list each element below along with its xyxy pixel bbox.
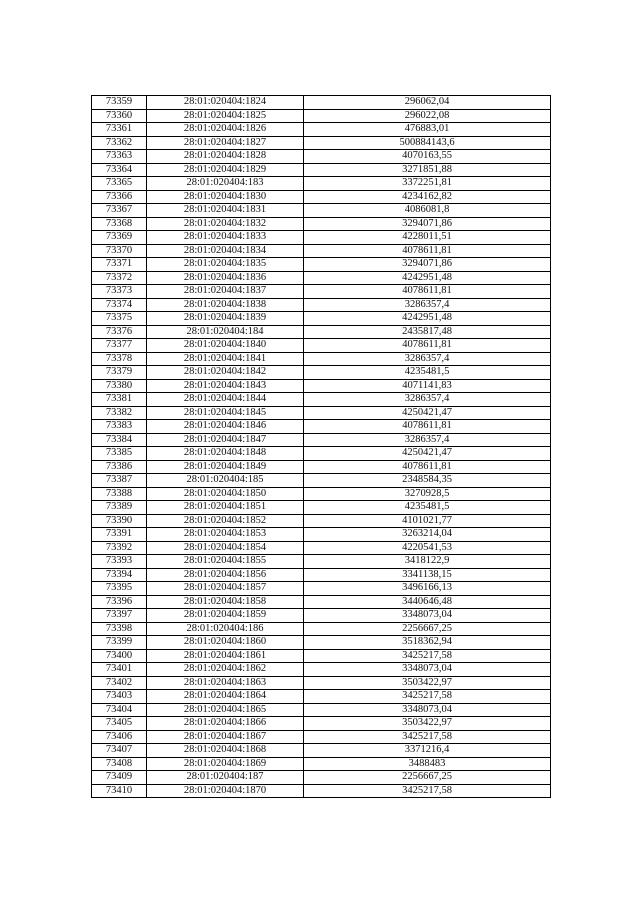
row-number-cell: 73361 bbox=[92, 123, 147, 137]
row-number-cell: 73380 bbox=[92, 379, 147, 393]
value-cell: 3286357,4 bbox=[304, 352, 551, 366]
value-cell: 3488483 bbox=[304, 757, 551, 771]
table-row bbox=[92, 717, 551, 731]
cadastral-number-cell: 28:01:020404:1835 bbox=[147, 258, 304, 272]
row-number-cell: 73377 bbox=[92, 339, 147, 353]
cadastral-number-cell: 28:01:020404:1844 bbox=[147, 393, 304, 407]
value-cell: 3503422,97 bbox=[304, 717, 551, 731]
value-cell: 3425217,58 bbox=[304, 649, 551, 663]
row-number-cell: 73391 bbox=[92, 528, 147, 542]
cadastral-number-cell: 28:01:020404:1837 bbox=[147, 285, 304, 299]
cadastral-number-cell: 28:01:020404:1828 bbox=[147, 150, 304, 164]
row-number-cell: 73384 bbox=[92, 433, 147, 447]
table-row bbox=[92, 771, 551, 785]
cadastral-number-cell: 28:01:020404:1866 bbox=[147, 717, 304, 731]
value-cell: 4242951,48 bbox=[304, 312, 551, 326]
cadastral-number-cell: 28:01:020404:1824 bbox=[147, 96, 304, 110]
value-cell: 4234162,82 bbox=[304, 190, 551, 204]
cadastral-number-cell: 28:01:020404:1845 bbox=[147, 406, 304, 420]
cadastral-number-cell: 28:01:020404:1865 bbox=[147, 703, 304, 717]
cadastral-number-cell: 28:01:020404:183 bbox=[147, 177, 304, 191]
value-cell: 3263214,04 bbox=[304, 528, 551, 542]
value-cell: 3348073,04 bbox=[304, 703, 551, 717]
cadastral-number-cell: 28:01:020404:1825 bbox=[147, 109, 304, 123]
cadastral-number-cell: 28:01:020404:1829 bbox=[147, 163, 304, 177]
value-cell: 4250421,47 bbox=[304, 447, 551, 461]
value-cell: 4078611,81 bbox=[304, 460, 551, 474]
cadastral-number-cell: 28:01:020404:1833 bbox=[147, 231, 304, 245]
value-cell: 3518362,94 bbox=[304, 636, 551, 650]
value-cell: 3372251,81 bbox=[304, 177, 551, 191]
cadastral-number-cell: 28:01:020404:1827 bbox=[147, 136, 304, 150]
row-number-cell: 73397 bbox=[92, 609, 147, 623]
table-row bbox=[92, 393, 551, 407]
table-row bbox=[92, 244, 551, 258]
cadastral-number-cell: 28:01:020404:1854 bbox=[147, 541, 304, 555]
row-number-cell: 73368 bbox=[92, 217, 147, 231]
table-row bbox=[92, 312, 551, 326]
cadastral-number-cell: 28:01:020404:1842 bbox=[147, 366, 304, 380]
row-number-cell: 73379 bbox=[92, 366, 147, 380]
cadastral-number-cell: 28:01:020404:187 bbox=[147, 771, 304, 785]
table-row bbox=[92, 730, 551, 744]
value-cell: 3503422,97 bbox=[304, 676, 551, 690]
cadastral-number-cell: 28:01:020404:1870 bbox=[147, 784, 304, 798]
row-number-cell: 73389 bbox=[92, 501, 147, 515]
cadastral-number-cell: 28:01:020404:1856 bbox=[147, 568, 304, 582]
table-row bbox=[92, 757, 551, 771]
value-cell: 2348584,35 bbox=[304, 474, 551, 488]
row-number-cell: 73360 bbox=[92, 109, 147, 123]
cadastral-number-cell: 28:01:020404:1834 bbox=[147, 244, 304, 258]
value-cell: 3348073,04 bbox=[304, 663, 551, 677]
row-number-cell: 73374 bbox=[92, 298, 147, 312]
table-row bbox=[92, 474, 551, 488]
value-cell: 2256667,25 bbox=[304, 622, 551, 636]
row-number-cell: 73362 bbox=[92, 136, 147, 150]
cadastral-number-cell: 28:01:020404:1857 bbox=[147, 582, 304, 596]
value-cell: 4250421,47 bbox=[304, 406, 551, 420]
row-number-cell: 73402 bbox=[92, 676, 147, 690]
table-row bbox=[92, 649, 551, 663]
value-cell: 4070163,55 bbox=[304, 150, 551, 164]
row-number-cell: 73370 bbox=[92, 244, 147, 258]
row-number-cell: 73405 bbox=[92, 717, 147, 731]
row-number-cell: 73363 bbox=[92, 150, 147, 164]
value-cell: 3496166,13 bbox=[304, 582, 551, 596]
table-row bbox=[92, 190, 551, 204]
cadastral-number-cell: 28:01:020404:1864 bbox=[147, 690, 304, 704]
cadastral-number-cell: 28:01:020404:1852 bbox=[147, 514, 304, 528]
cadastral-number-cell: 28:01:020404:1846 bbox=[147, 420, 304, 434]
row-number-cell: 73406 bbox=[92, 730, 147, 744]
value-cell: 296062,04 bbox=[304, 96, 551, 110]
row-number-cell: 73386 bbox=[92, 460, 147, 474]
cadastral-number-cell: 28:01:020404:1858 bbox=[147, 595, 304, 609]
table-row bbox=[92, 690, 551, 704]
cadastral-number-cell: 28:01:020404:1836 bbox=[147, 271, 304, 285]
table-row bbox=[92, 420, 551, 434]
row-number-cell: 73372 bbox=[92, 271, 147, 285]
table-row bbox=[92, 406, 551, 420]
row-number-cell: 73390 bbox=[92, 514, 147, 528]
row-number-cell: 73366 bbox=[92, 190, 147, 204]
table-row bbox=[92, 258, 551, 272]
table-row bbox=[92, 460, 551, 474]
cadastral-number-cell: 28:01:020404:1850 bbox=[147, 487, 304, 501]
value-cell: 3341138,15 bbox=[304, 568, 551, 582]
cadastral-number-cell: 28:01:020404:1851 bbox=[147, 501, 304, 515]
value-cell: 4101021,77 bbox=[304, 514, 551, 528]
row-number-cell: 73407 bbox=[92, 744, 147, 758]
cadastral-number-cell: 28:01:020404:1859 bbox=[147, 609, 304, 623]
value-cell: 3440646,48 bbox=[304, 595, 551, 609]
row-number-cell: 73367 bbox=[92, 204, 147, 218]
row-number-cell: 73388 bbox=[92, 487, 147, 501]
value-cell: 4071141,83 bbox=[304, 379, 551, 393]
table-row bbox=[92, 541, 551, 555]
value-cell: 500884143,6 bbox=[304, 136, 551, 150]
cadastral-number-cell: 28:01:020404:1849 bbox=[147, 460, 304, 474]
table-row bbox=[92, 366, 551, 380]
value-cell: 4242951,48 bbox=[304, 271, 551, 285]
row-number-cell: 73403 bbox=[92, 690, 147, 704]
value-cell: 296022,08 bbox=[304, 109, 551, 123]
cadastral-number-cell: 28:01:020404:1832 bbox=[147, 217, 304, 231]
cadastral-number-cell: 28:01:020404:1869 bbox=[147, 757, 304, 771]
table-row bbox=[92, 217, 551, 231]
value-cell: 3286357,4 bbox=[304, 393, 551, 407]
cadastral-number-cell: 28:01:020404:1848 bbox=[147, 447, 304, 461]
row-number-cell: 73387 bbox=[92, 474, 147, 488]
cadastral-number-cell: 28:01:020404:1867 bbox=[147, 730, 304, 744]
value-cell: 4078611,81 bbox=[304, 339, 551, 353]
value-cell: 4078611,81 bbox=[304, 420, 551, 434]
cadastral-number-cell: 28:01:020404:1826 bbox=[147, 123, 304, 137]
value-cell: 3425217,58 bbox=[304, 784, 551, 798]
cadastral-value-table bbox=[91, 95, 551, 798]
row-number-cell: 73365 bbox=[92, 177, 147, 191]
row-number-cell: 73378 bbox=[92, 352, 147, 366]
table-row bbox=[92, 271, 551, 285]
value-cell: 3418122,9 bbox=[304, 555, 551, 569]
table-row bbox=[92, 703, 551, 717]
row-number-cell: 73394 bbox=[92, 568, 147, 582]
table-row bbox=[92, 123, 551, 137]
row-number-cell: 73381 bbox=[92, 393, 147, 407]
row-number-cell: 73401 bbox=[92, 663, 147, 677]
value-cell: 3286357,4 bbox=[304, 298, 551, 312]
table-row bbox=[92, 744, 551, 758]
table-row bbox=[92, 595, 551, 609]
table-row bbox=[92, 285, 551, 299]
row-number-cell: 73399 bbox=[92, 636, 147, 650]
row-number-cell: 73395 bbox=[92, 582, 147, 596]
value-cell: 4235481,5 bbox=[304, 366, 551, 380]
value-cell: 3294071,86 bbox=[304, 258, 551, 272]
table-row bbox=[92, 150, 551, 164]
row-number-cell: 73373 bbox=[92, 285, 147, 299]
table-row bbox=[92, 582, 551, 596]
value-cell: 3371216,4 bbox=[304, 744, 551, 758]
table-row bbox=[92, 622, 551, 636]
row-number-cell: 73371 bbox=[92, 258, 147, 272]
row-number-cell: 73400 bbox=[92, 649, 147, 663]
table-row bbox=[92, 325, 551, 339]
table-body bbox=[92, 96, 551, 798]
row-number-cell: 73404 bbox=[92, 703, 147, 717]
row-number-cell: 73383 bbox=[92, 420, 147, 434]
cadastral-number-cell: 28:01:020404:1847 bbox=[147, 433, 304, 447]
row-number-cell: 73375 bbox=[92, 312, 147, 326]
table-row bbox=[92, 555, 551, 569]
table-row bbox=[92, 379, 551, 393]
table-row bbox=[92, 298, 551, 312]
table-row bbox=[92, 663, 551, 677]
cadastral-number-cell: 28:01:020404:1838 bbox=[147, 298, 304, 312]
cadastral-number-cell: 28:01:020404:1830 bbox=[147, 190, 304, 204]
value-cell: 4086081,8 bbox=[304, 204, 551, 218]
table-row bbox=[92, 352, 551, 366]
table-row bbox=[92, 136, 551, 150]
row-number-cell: 73408 bbox=[92, 757, 147, 771]
row-number-cell: 73398 bbox=[92, 622, 147, 636]
value-cell: 476883,01 bbox=[304, 123, 551, 137]
table-row bbox=[92, 514, 551, 528]
table-row bbox=[92, 339, 551, 353]
row-number-cell: 73385 bbox=[92, 447, 147, 461]
value-cell: 3270928,5 bbox=[304, 487, 551, 501]
table-row bbox=[92, 433, 551, 447]
row-number-cell: 73382 bbox=[92, 406, 147, 420]
row-number-cell: 73364 bbox=[92, 163, 147, 177]
value-cell: 4220541,53 bbox=[304, 541, 551, 555]
cadastral-number-cell: 28:01:020404:1839 bbox=[147, 312, 304, 326]
cadastral-number-cell: 28:01:020404:1860 bbox=[147, 636, 304, 650]
cadastral-number-cell: 28:01:020404:1831 bbox=[147, 204, 304, 218]
value-cell: 4228011,51 bbox=[304, 231, 551, 245]
cadastral-number-cell: 28:01:020404:186 bbox=[147, 622, 304, 636]
cadastral-number-cell: 28:01:020404:1853 bbox=[147, 528, 304, 542]
row-number-cell: 73369 bbox=[92, 231, 147, 245]
row-number-cell: 73409 bbox=[92, 771, 147, 785]
value-cell: 2435817,48 bbox=[304, 325, 551, 339]
value-cell: 2256667,25 bbox=[304, 771, 551, 785]
row-number-cell: 73392 bbox=[92, 541, 147, 555]
value-cell: 3425217,58 bbox=[304, 690, 551, 704]
value-cell: 4078611,81 bbox=[304, 244, 551, 258]
table-row bbox=[92, 636, 551, 650]
row-number-cell: 73410 bbox=[92, 784, 147, 798]
cadastral-number-cell: 28:01:020404:185 bbox=[147, 474, 304, 488]
cadastral-number-cell: 28:01:020404:184 bbox=[147, 325, 304, 339]
value-cell: 4078611,81 bbox=[304, 285, 551, 299]
value-cell: 3348073,04 bbox=[304, 609, 551, 623]
cadastral-number-cell: 28:01:020404:1863 bbox=[147, 676, 304, 690]
table-row bbox=[92, 501, 551, 515]
cadastral-number-cell: 28:01:020404:1868 bbox=[147, 744, 304, 758]
cadastral-number-cell: 28:01:020404:1861 bbox=[147, 649, 304, 663]
table-row bbox=[92, 676, 551, 690]
row-number-cell: 73396 bbox=[92, 595, 147, 609]
value-cell: 3425217,58 bbox=[304, 730, 551, 744]
cadastral-number-cell: 28:01:020404:1843 bbox=[147, 379, 304, 393]
cadastral-number-cell: 28:01:020404:1855 bbox=[147, 555, 304, 569]
table-row bbox=[92, 177, 551, 191]
table-row bbox=[92, 163, 551, 177]
cadastral-number-cell: 28:01:020404:1840 bbox=[147, 339, 304, 353]
table-row bbox=[92, 231, 551, 245]
table-row bbox=[92, 204, 551, 218]
value-cell: 3286357,4 bbox=[304, 433, 551, 447]
row-number-cell: 73376 bbox=[92, 325, 147, 339]
cadastral-number-cell: 28:01:020404:1841 bbox=[147, 352, 304, 366]
row-number-cell: 73393 bbox=[92, 555, 147, 569]
table-row bbox=[92, 528, 551, 542]
cadastral-number-cell: 28:01:020404:1862 bbox=[147, 663, 304, 677]
value-cell: 3271851,88 bbox=[304, 163, 551, 177]
value-cell: 4235481,5 bbox=[304, 501, 551, 515]
table-row bbox=[92, 784, 551, 798]
table-row bbox=[92, 568, 551, 582]
table-row bbox=[92, 96, 551, 110]
table-row bbox=[92, 447, 551, 461]
table-row bbox=[92, 487, 551, 501]
table-row bbox=[92, 109, 551, 123]
table-row bbox=[92, 609, 551, 623]
row-number-cell: 73359 bbox=[92, 96, 147, 110]
value-cell: 3294071,86 bbox=[304, 217, 551, 231]
